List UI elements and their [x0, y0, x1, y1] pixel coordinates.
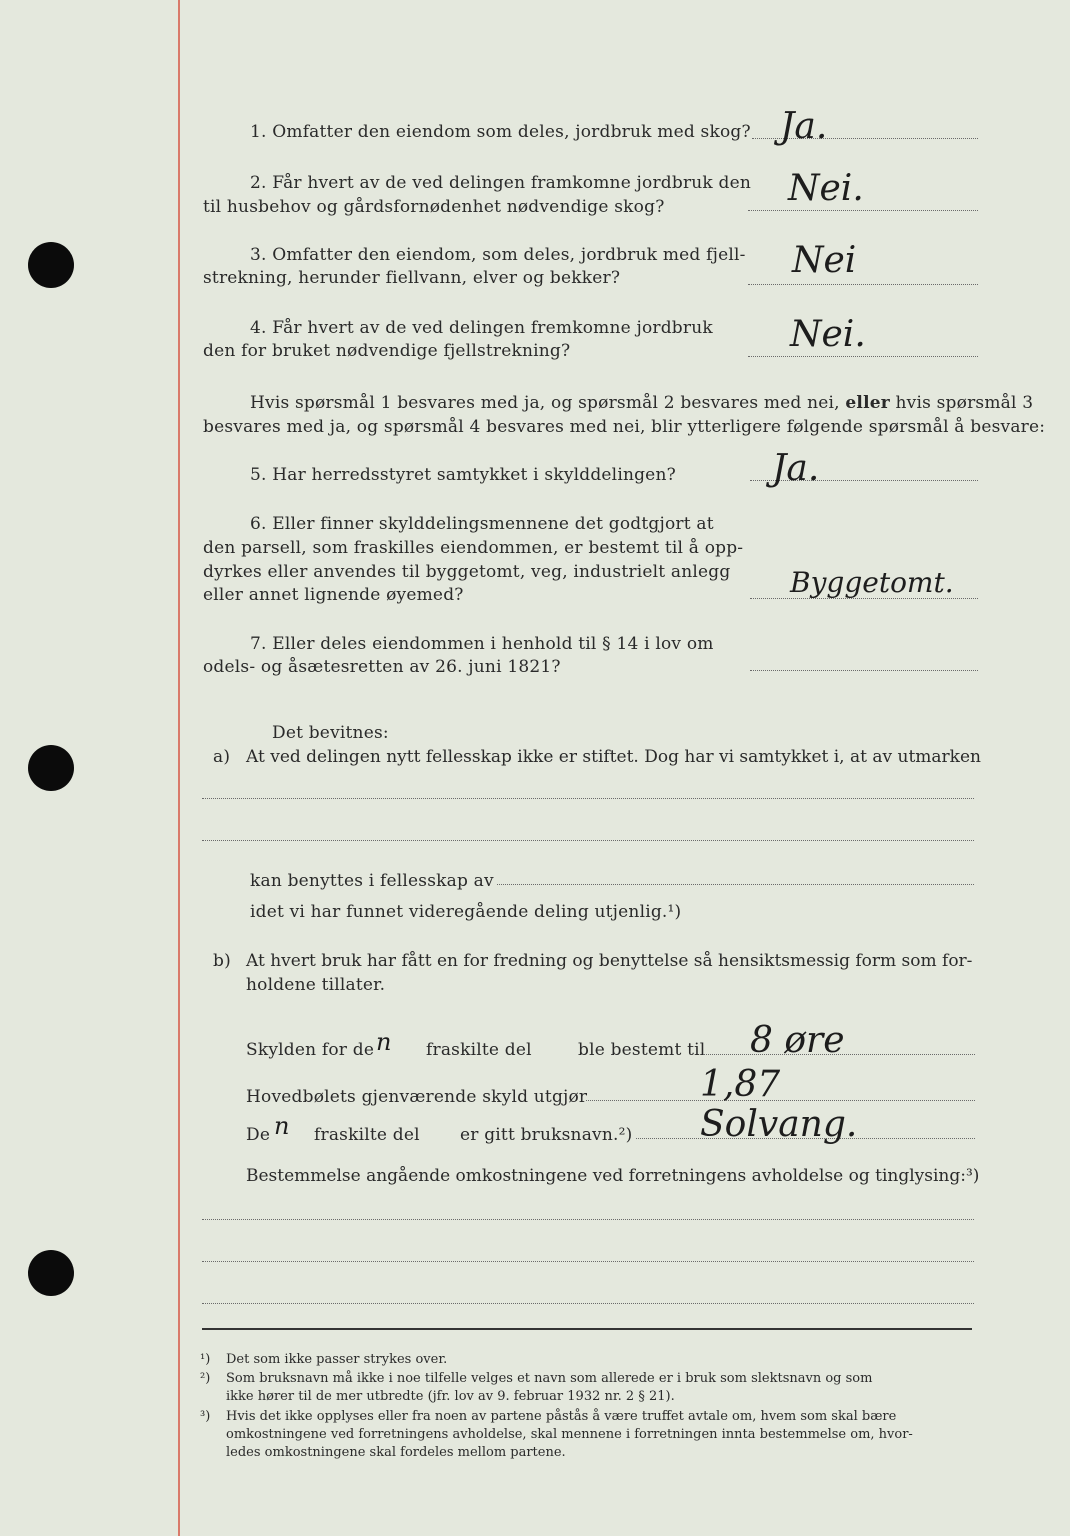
fill-line: [202, 1219, 974, 1220]
footnote-mark: ¹): [200, 1352, 211, 1367]
answer-line: [748, 356, 978, 357]
fill-line: [497, 884, 974, 885]
attest-b-line1: At hvert bruk har fått en for fredning og benyttelse så hensiktsmessig form som for-: [246, 951, 973, 971]
handwritten-answer: Nei: [792, 240, 857, 281]
punch-hole: [28, 1250, 74, 1296]
handwritten-answer: 1,87: [700, 1064, 781, 1105]
attest-a-line3: idet vi har funnet videregående deling utjenlig.¹): [250, 902, 682, 922]
footnote-2-text: Som bruksnavn må ikke i noe tilfelle velges et navn som allerede er i bruk som slektsnavn og som: [226, 1371, 873, 1386]
footnote-rule: [202, 1328, 972, 1330]
instruction-bold: eller: [845, 393, 890, 413]
question-text: Får hvert av de ved delingen framkomne jordbruk den: [272, 173, 752, 193]
answer-line: [586, 1100, 975, 1101]
footnote-1-text: Det som ikke passer strykes over.: [226, 1352, 448, 1367]
footnote-2-text: ikke hører til de mer utbredte (jfr. lov av 9. februar 1932 nr. 2 § 21).: [226, 1389, 675, 1404]
answer-line: [748, 210, 978, 211]
skyld-row1-end: ble bestemt til: [578, 1040, 706, 1060]
item-label-a: a): [213, 747, 231, 767]
question-number: 5.: [250, 465, 267, 485]
footnote-3-text: ledes omkostningene skal fordeles mellom partene.: [226, 1445, 566, 1460]
handwritten-answer: Nei.: [788, 168, 864, 209]
margin-line: [178, 0, 180, 1536]
footnote-mark: ²): [200, 1371, 211, 1386]
question-3-line1: [250, 244, 746, 266]
handwritten-ending: n: [376, 1028, 392, 1056]
handwritten-ending: n: [274, 1112, 290, 1140]
question-7-line2: odels- og åsætesretten av 26. juni 1821?: [203, 657, 561, 677]
question-number: 1.: [250, 122, 267, 142]
punch-hole: [28, 745, 74, 791]
question-number: 2.: [250, 173, 267, 193]
attest-a-text: At ved delingen nytt fellesskap ikke er stiftet. Dog har vi samtykket i, at av utmarken: [246, 747, 981, 767]
skyld-row4-label: Bestemmelse angående omkostningene ved forretningens avholdelse og tinglysing:³): [246, 1166, 980, 1186]
answer-line: [750, 670, 978, 671]
question-text: Omfatter den eiendom, som deles, jordbruk med fjell-: [272, 245, 746, 265]
handwritten-answer: Nei.: [790, 314, 866, 355]
question-2-line1: [250, 172, 751, 194]
skyld-row2-label: Hovedbølets gjenværende skyld utgjør: [246, 1087, 588, 1107]
question-6-line3: dyrkes eller anvendes til byggetomt, veg, industrielt anlegg: [203, 562, 731, 582]
handwritten-answer: Byggetomt.: [790, 566, 954, 599]
question-text: Får hvert av de ved delingen fremkomne jordbruk: [272, 318, 713, 338]
footnote-3-text: omkostningene ved forretningens avholdelse, skal mennene i forretningen innta bestemmelse om, hvor-: [226, 1427, 913, 1442]
item-label-b: b): [213, 951, 231, 971]
answer-line: [748, 284, 978, 285]
attest-heading: Det bevitnes:: [272, 723, 389, 743]
handwritten-answer: Ja.: [780, 106, 828, 147]
question-number: 3.: [250, 245, 267, 265]
fill-line: [202, 840, 974, 841]
instruction-text: Hvis spørsmål 1 besvares med ja, og spørsmål 2 besvares med nei,: [250, 393, 840, 413]
question-number: 4.: [250, 318, 267, 338]
fill-line: [202, 1261, 974, 1262]
punch-hole: [28, 242, 74, 288]
question-text: Eller finner skylddelingsmennene det godtgjort at: [272, 514, 714, 534]
handwritten-answer: Solvang.: [700, 1104, 858, 1145]
question-number: 6.: [250, 514, 267, 534]
fill-line: [202, 1303, 974, 1304]
handwritten-answer: 8 øre: [750, 1020, 845, 1061]
skyld-row3-end: er gitt bruksnavn.²): [460, 1125, 633, 1145]
skyld-row1-label: Skylden for de: [246, 1040, 375, 1060]
question-text: Eller deles eiendommen i henhold til § 14 i lov om: [272, 634, 714, 654]
question-4-line1: [250, 317, 713, 339]
question-6-line1: [250, 513, 714, 535]
fill-line: [202, 798, 974, 799]
question-text: Har herredsstyret samtykket i skylddelingen?: [272, 465, 676, 485]
footnote-3-text: Hvis det ikke opplyses eller fra noen av partene påstås å være truffet avtale om, hvem som skal bære: [226, 1409, 897, 1424]
instruction-line2: besvares med ja, og spørsmål 4 besvares med nei, blir ytterligere følgende spørsmål å besvare:: [203, 417, 1046, 437]
skyld-row3-label: De: [246, 1125, 271, 1145]
question-6-line4: eller annet lignende øyemed?: [203, 585, 464, 605]
footnote-mark: ³): [200, 1409, 211, 1424]
question-3-line2: strekning, herunder fiellvann, elver og bekker?: [203, 268, 621, 288]
question-5: [250, 464, 676, 486]
attest-b-line2: holdene tillater.: [246, 975, 386, 995]
instruction-line1: [250, 392, 1033, 414]
question-2-line2: til husbehov og gårdsfornødenhet nødvendige skog?: [203, 197, 665, 217]
attest-a-line2: kan benyttes i fellesskap av: [250, 871, 494, 891]
question-1: [250, 121, 751, 143]
question-number: 7.: [250, 634, 267, 654]
instruction-text: hvis spørsmål 3: [895, 393, 1034, 413]
question-7-line1: [250, 633, 714, 655]
skyld-row3-mid: fraskilte del: [314, 1125, 420, 1145]
question-4-line2: den for bruket nødvendige fjellstrekning?: [203, 341, 571, 361]
question-text: Omfatter den eiendom som deles, jordbruk med skog?: [272, 122, 751, 142]
handwritten-answer: Ja.: [772, 448, 820, 489]
question-6-line2: den parsell, som fraskilles eiendommen, er bestemt til å opp-: [203, 538, 744, 558]
skyld-row1-mid: fraskilte del: [426, 1040, 532, 1060]
